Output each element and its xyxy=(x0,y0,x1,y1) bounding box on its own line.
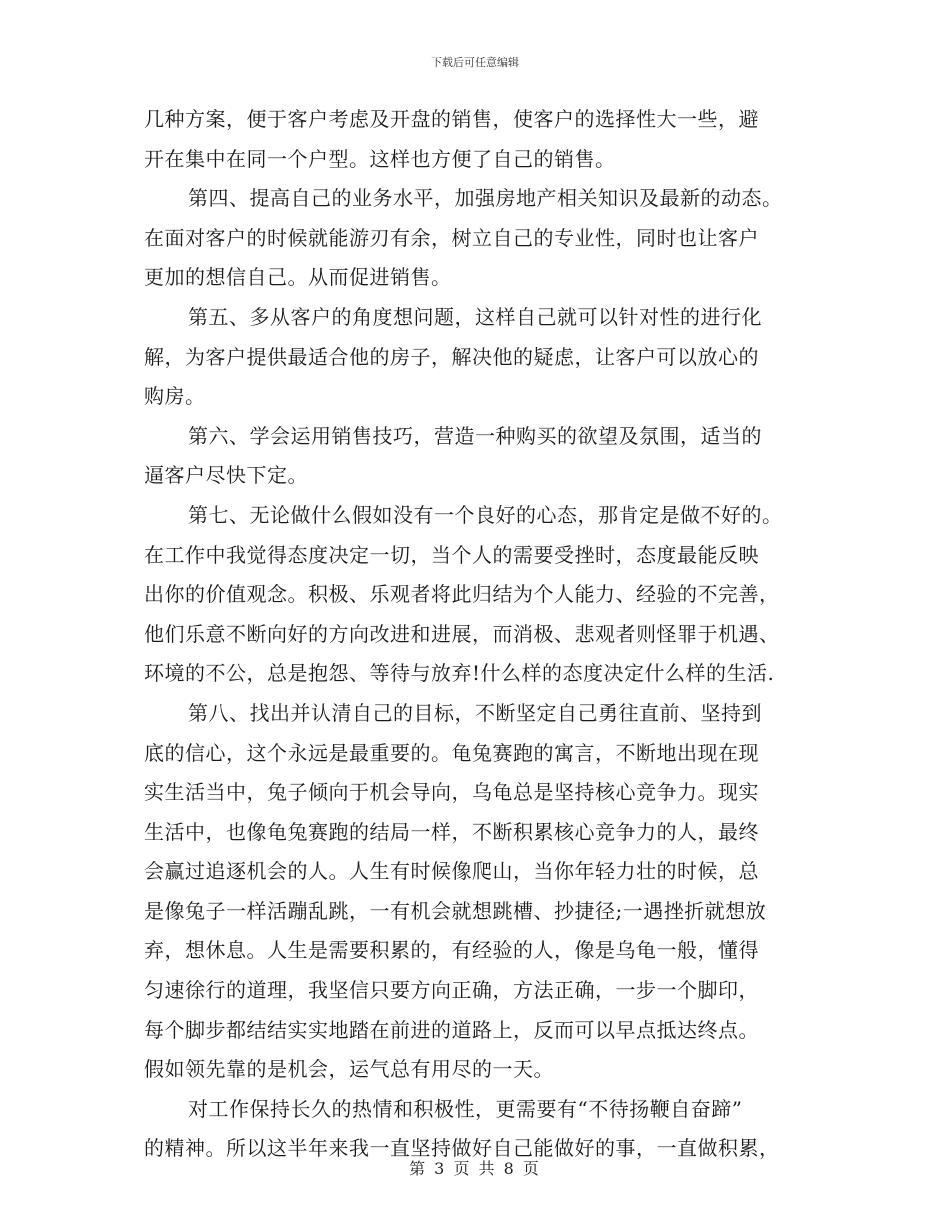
text-line: 匀速徐行的道理，我坚信只要方向正确，方法正确，一步一个脚印， xyxy=(144,978,759,1003)
text-line: 生活中，也像龟兔赛跑的结局一样，不断积累核心竞争力的人，最终 xyxy=(144,819,759,844)
text-line: 弃，想休息。人生是需要积累的，有经验的人，像是乌龟一般，懂得 xyxy=(144,938,759,963)
text-line: 几种方案，便于客户考虑及开盘的销售，使客户的选择性大一些，避 xyxy=(144,107,759,131)
text-line: 开在集中在同一个户型。这样也方便了自己的销售。 xyxy=(144,146,616,171)
text-line: 更加的想信自己。从而促进销售。 xyxy=(144,265,452,290)
page-number-footer: 第 3 页 共 8 页 xyxy=(409,1159,541,1178)
text-line: 对工作保持长久的热情和积极性，更需要有“不待扬鞭自奋蹄” xyxy=(188,1096,743,1121)
text-line: 实生活当中，兔子倾向于机会导向，乌龟总是坚持核心竞争力。现实 xyxy=(144,780,759,805)
document-body xyxy=(144,100,814,1169)
text-line: 第八、找出并认清自己的目标，不断坚定自己勇往直前、坚持到 xyxy=(188,700,762,725)
paragraph-eighth xyxy=(144,694,814,1090)
text-line: 出你的价值观念。积极、乐观者将此归结为个人能力、经验的不完善， xyxy=(144,582,780,607)
text-line: 环境的不公，总是抱怨、等待与放弃!什么样的态度决定什么样的生活. xyxy=(144,661,775,686)
paragraph-fourth xyxy=(144,179,814,298)
text-line: 购房。 xyxy=(144,384,206,409)
paragraph-fifth xyxy=(144,298,814,417)
text-line: 底的信心，这个永远是最重要的。龟兔赛跑的寓言，不断地出现在现 xyxy=(144,740,759,765)
text-line: 假如领先靠的是机会，运气总有用尽的一天。 xyxy=(144,1057,554,1082)
paragraph-plan-options xyxy=(144,100,814,179)
text-line: 会赢过追逐机会的人。人生有时候像爬山，当你年轻力壮的时候，总 xyxy=(144,859,759,884)
text-line: 每个脚步都结结实实地踏在前进的道路上，反而可以早点抵达终点。 xyxy=(144,1017,759,1042)
text-line: 是像兔子一样活蹦乱跳，一有机会就想跳槽、抄捷径;一遇挫折就想放 xyxy=(144,898,767,923)
paragraph-sixth xyxy=(144,417,814,496)
paragraph-seventh xyxy=(144,496,814,694)
text-line: 第七、无论做什么假如没有一个良好的心态，那肯定是做不好的。 xyxy=(188,502,783,527)
text-line: 在面对客户的时候就能游刃有余，树立自己的专业性，同时也让客户 xyxy=(144,225,759,250)
text-line: 逼客户尽快下定。 xyxy=(144,463,308,488)
text-line: 第六、学会运用销售技巧，营造一种购买的欲望及氛围，适当的 xyxy=(188,423,762,448)
text-line: 的精神。所以这半年来我一直坚持做好自己能做好的事，一直做积累， xyxy=(144,1136,780,1161)
text-line: 解，为客户提供最适合他的房子，解决他的疑虑，让客户可以放心的 xyxy=(144,344,759,369)
text-line: 第五、多从客户的角度想问题，这样自己就可以针对性的进行化 xyxy=(188,304,762,329)
page-header: 下载后可任意编辑 xyxy=(431,56,519,69)
text-line: 他们乐意不断向好的方向改进和进展，而消极、悲观者则怪罪于机遇、 xyxy=(144,621,780,646)
text-line: 第四、提高自己的业务水平，加强房地产相关知识及最新的动态。 xyxy=(188,186,783,211)
text-line: 在工作中我觉得态度决定一切，当个人的需要受挫时，态度最能反映 xyxy=(144,542,759,567)
